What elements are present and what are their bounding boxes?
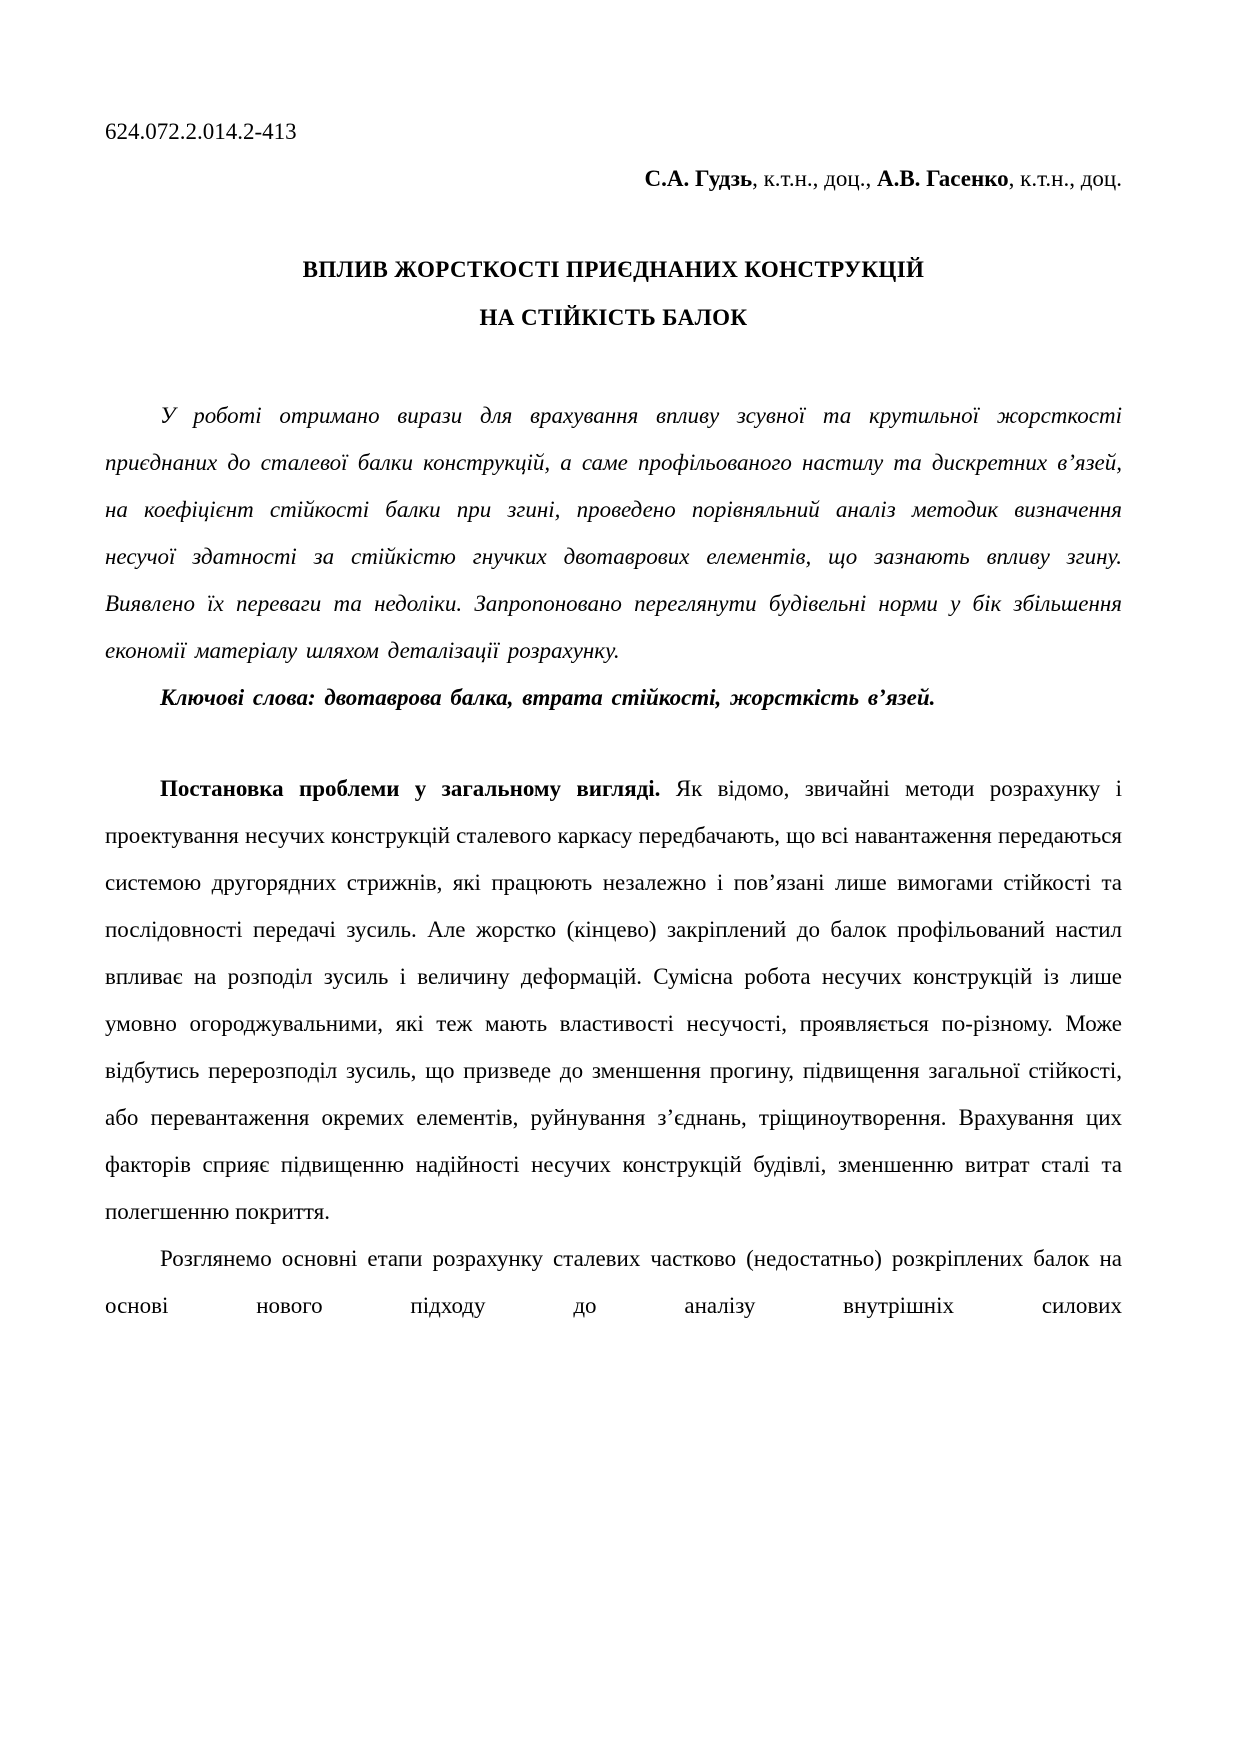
paragraph-lead-bold: Постановка проблеми у загальному вигляді. (160, 776, 661, 801)
author-degrees-2: , к.т.н., доц. (1008, 166, 1122, 191)
author-name-1: С.А. Гудзь (644, 166, 753, 191)
abstract-paragraph: У роботі отримано вирази для врахування впливу зсувної та крутильної жорсткості приєднаних до сталевої балки конструкцій, а саме профільованого настилу та дискретних в’язей, на коефіцієнт стійкості балки при згині, проведено порівняльний аналіз методик визначення несучої здатності за стійкістю гнучких двотаврових елементів, що зазнають впливу згину. Виявлено їх переваги та недоліки. Запропоновано переглянути будівельні норми у бік збільшення економії матеріалу шляхом деталізації розрахунку. (105, 403, 1122, 663)
article-title (105, 246, 1122, 342)
author-degrees-1: , к.т.н., доц., (752, 166, 877, 191)
paragraph-body-text: Як відомо, звичайні методи розрахунку і проектування несучих конструкцій сталевого каркасу передбачають, що всі навантаження передаються системою другорядних стрижнів, які працюють незалежно і пов’язані лише вимогами стійкості та послідовності передачі зусиль. Але жорстко (кінцево) закріплений до балок профільований настил впливає на розподіл зусиль і величину деформацій. Сумісна робота несучих конструкцій із лише умовно огороджувальними, які теж мають властивості несучості, проявляється по-різному. Може відбутись перерозподіл зусиль, що призведе до зменшення прогину, підвищення загальної стійкості, або перевантаження окремих елементів, руйнування з’єднань, тріщиноутворення. Врахування цих факторів сприяє підвищенню надійності несучих конструкцій будівлі, зменшенню витрат сталі та полегшенню покриття. (105, 776, 1122, 1224)
authors-line (105, 155, 1122, 202)
paragraph-body-continued: Розглянемо основні етапи розрахунку сталевих частково (недостатньо) розкріплених балок на основі нового підходу до аналізу внутрішніх силових (105, 1246, 1122, 1318)
keywords-label: Ключові слова: (160, 685, 316, 710)
keywords-paragraph (105, 674, 1122, 721)
udc-code: 624.072.2.014.2-413 (105, 119, 297, 144)
keywords-text: двотаврова балка, втрата стійкості, жорсткість в’язей. (315, 685, 936, 710)
author-name-2: А.В. Гасенко (876, 166, 1009, 191)
article-title-line-2: НА СТІЙКІСТЬ БАЛОК (479, 305, 748, 330)
article-title-line-1: ВПЛИВ ЖОРСТКОСТІ ПРИЄДНАНИХ КОНСТРУКЦІЙ (302, 257, 925, 282)
paragraph-problem-statement (105, 765, 1122, 1235)
